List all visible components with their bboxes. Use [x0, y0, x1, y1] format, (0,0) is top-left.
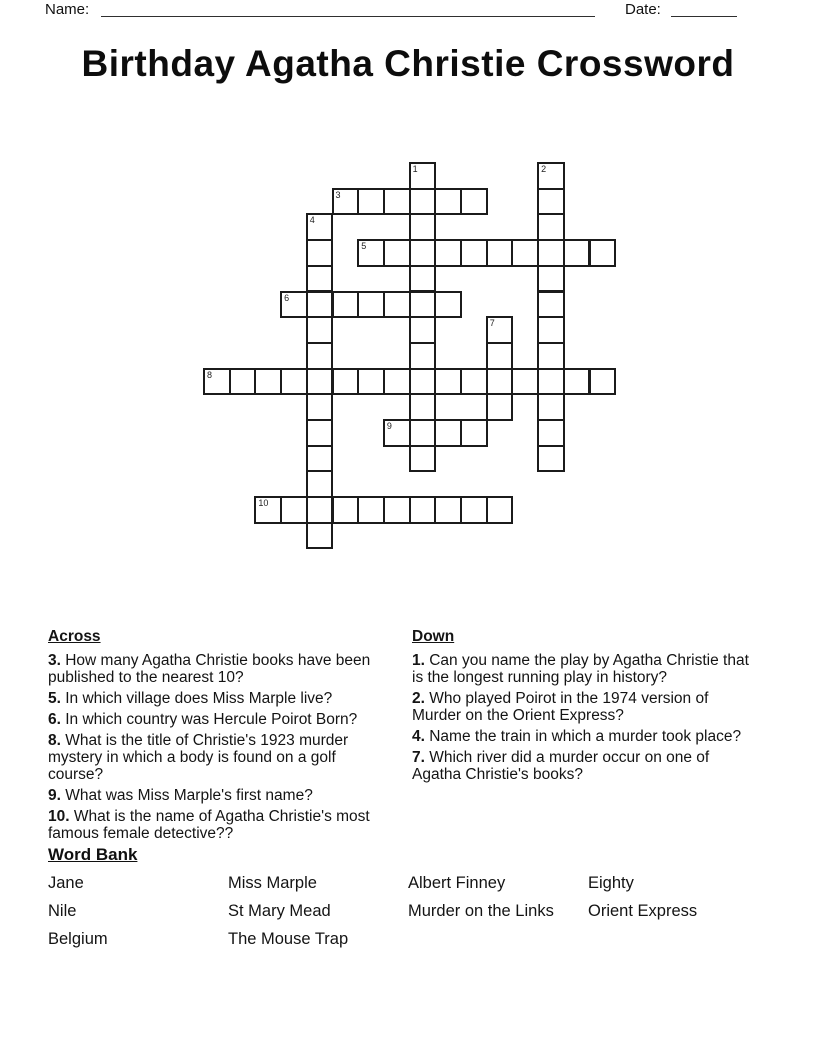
clue-item-number: 3. [48, 652, 66, 669]
crossword-cell[interactable] [434, 419, 462, 447]
crossword-cell[interactable] [486, 316, 514, 344]
clue-item-text: Name the train in which a murder took place? [429, 728, 742, 745]
clue-item-across-10 [48, 808, 393, 842]
down-heading: Down [412, 628, 455, 645]
crossword-cell[interactable] [434, 291, 462, 319]
clue-item-text: What was Miss Marple's first name? [65, 787, 313, 804]
crossword-cell[interactable] [486, 368, 514, 396]
crossword-cell[interactable] [306, 213, 334, 241]
crossword-cell[interactable] [332, 368, 360, 396]
word-bank-item: Belgium [48, 930, 108, 948]
crossword-cell[interactable] [537, 265, 565, 293]
word-bank-item: Jane [48, 874, 84, 892]
crossword-grid[interactable] [203, 162, 617, 550]
crossword-cell[interactable] [280, 368, 308, 396]
across-clue-list [48, 652, 393, 842]
across-heading: Across [48, 628, 101, 645]
page-title: Birthday Agatha Christie Crossword [81, 43, 735, 84]
clue-item-number: 8. [48, 732, 66, 749]
word-bank-item: The Mouse Trap [228, 930, 349, 948]
clue-item-number: 2. [412, 690, 430, 707]
crossword-cell[interactable] [383, 188, 411, 216]
crossword-cell[interactable] [254, 368, 282, 396]
crossword-cell[interactable] [589, 239, 617, 267]
name-label: Name: [45, 1, 90, 18]
word-bank-item: Miss Marple [228, 874, 317, 892]
word-bank-item: Albert Finney [408, 874, 506, 892]
clue-item-across-8 [48, 732, 393, 783]
crossword-cell[interactable] [563, 239, 591, 267]
clue-item-down-7 [412, 749, 752, 783]
clue-item-number: 9. [48, 787, 66, 804]
clue-number: 9 [386, 421, 392, 431]
crossword-cell[interactable] [537, 316, 565, 344]
crossword-cell[interactable] [383, 419, 411, 447]
clue-item-text: What is the title of Christie's 1923 murder mystery in which a body is found on a golf course? [48, 732, 349, 783]
name-fill-line[interactable] [101, 0, 595, 17]
crossword-cell[interactable] [434, 496, 462, 524]
crossword-cell[interactable] [306, 265, 334, 293]
crossword-cell[interactable] [409, 368, 437, 396]
crossword-cell[interactable] [537, 393, 565, 421]
crossword-cell[interactable] [383, 496, 411, 524]
clue-item-down-1 [412, 652, 752, 686]
crossword-cell[interactable] [511, 368, 539, 396]
crossword-cell[interactable] [229, 368, 257, 396]
crossword-cell[interactable] [537, 419, 565, 447]
crossword-cell[interactable] [409, 188, 437, 216]
crossword-cell[interactable] [332, 291, 360, 319]
clue-number: 1 [412, 164, 418, 174]
crossword-cell[interactable] [537, 368, 565, 396]
crossword-cell[interactable] [357, 496, 385, 524]
crossword-cell[interactable] [280, 496, 308, 524]
crossword-cell[interactable] [537, 188, 565, 216]
clue-item-text: In which village does Miss Marple live? [65, 690, 333, 707]
crossword-cell[interactable] [460, 188, 488, 216]
across-clues-section [48, 628, 393, 846]
crossword-cell[interactable] [460, 419, 488, 447]
clue-number: 4 [309, 215, 315, 226]
crossword-cell[interactable] [357, 291, 385, 319]
clue-item-number: 10. [48, 808, 74, 825]
clue-item-number: 7. [412, 749, 430, 766]
crossword-cell[interactable] [409, 445, 437, 473]
clue-item-text: How many Agatha Christie books have been published to the nearest 10? [48, 652, 371, 686]
crossword-cell[interactable] [409, 316, 437, 344]
crossword-cell[interactable] [537, 342, 565, 370]
clue-item-text: Who played Poirot in the 1974 version of Murder on the Orient Express? [412, 690, 709, 724]
crossword-cell[interactable] [486, 342, 514, 370]
crossword-cell[interactable] [563, 368, 591, 396]
crossword-cell[interactable] [434, 368, 462, 396]
crossword-cell[interactable] [306, 522, 334, 550]
crossword-cell[interactable] [409, 239, 437, 267]
crossword-cell[interactable] [332, 496, 360, 524]
crossword-cell[interactable] [537, 291, 565, 319]
word-bank-item: Murder on the Links [408, 902, 554, 920]
crossword-cell[interactable] [409, 342, 437, 370]
crossword-cell[interactable] [357, 239, 385, 267]
crossword-cell[interactable] [280, 291, 308, 319]
clue-item-text: Which river did a murder occur on one of Agatha Christie's books? [412, 749, 710, 783]
clue-number: 10 [258, 498, 269, 509]
clue-number: 2 [541, 164, 547, 174]
down-clue-list [412, 652, 752, 783]
crossword-cell[interactable] [203, 368, 231, 396]
clue-item-across-9 [48, 787, 393, 804]
crossword-cell[interactable] [306, 393, 334, 421]
clue-number: 6 [284, 292, 290, 303]
crossword-cell[interactable] [306, 342, 334, 370]
crossword-cell[interactable] [537, 162, 565, 190]
crossword-cell[interactable] [537, 213, 565, 241]
crossword-cell[interactable] [434, 239, 462, 267]
crossword-cell[interactable] [460, 368, 488, 396]
crossword-cell[interactable] [254, 496, 282, 524]
crossword-cell[interactable] [306, 239, 334, 267]
crossword-cell[interactable] [537, 445, 565, 473]
date-label: Date: [625, 1, 661, 18]
clue-number: 8 [207, 369, 213, 380]
crossword-cell[interactable] [306, 316, 334, 344]
crossword-cell[interactable] [306, 496, 334, 524]
crossword-cell[interactable] [383, 291, 411, 319]
crossword-cell[interactable] [589, 368, 617, 396]
date-fill-line[interactable] [671, 0, 737, 17]
crossword-cell[interactable] [306, 368, 334, 396]
crossword-cell[interactable] [306, 291, 334, 319]
crossword-cell[interactable] [537, 239, 565, 267]
clue-item-across-3 [48, 652, 393, 686]
crossword-cell[interactable] [460, 496, 488, 524]
clue-item-down-4 [412, 728, 752, 745]
crossword-cell[interactable] [486, 393, 514, 421]
clue-number: 7 [489, 318, 495, 329]
crossword-cell[interactable] [409, 291, 437, 319]
crossword-cell[interactable] [511, 239, 539, 267]
crossword-cell[interactable] [357, 188, 385, 216]
word-bank-item: Orient Express [588, 902, 698, 920]
clue-item-across-6 [48, 711, 393, 728]
crossword-cell[interactable] [383, 368, 411, 396]
crossword-cell[interactable] [306, 470, 334, 498]
down-clues-section [412, 628, 752, 787]
word-bank-heading: Word Bank [48, 845, 138, 864]
clue-item-text: Can you name the play by Agatha Christie that is the longest running play in history? [412, 652, 749, 686]
word-bank [48, 874, 772, 948]
clue-item-number: 5. [48, 690, 66, 707]
crossword-cell[interactable] [409, 496, 437, 524]
crossword-cell[interactable] [434, 188, 462, 216]
crossword-cell[interactable] [409, 419, 437, 447]
crossword-cell[interactable] [306, 445, 334, 473]
clue-number: 5 [361, 241, 367, 252]
crossword-cell[interactable] [409, 162, 437, 190]
word-bank-item: Nile [48, 902, 77, 920]
crossword-cell[interactable] [409, 213, 437, 241]
clue-item-number: 1. [412, 652, 430, 669]
clue-item-number: 4. [412, 728, 430, 745]
word-bank-item: Eighty [588, 874, 634, 892]
crossword-cell[interactable] [409, 265, 437, 293]
clue-item-down-2 [412, 690, 752, 724]
clue-item-text: What is the name of Agatha Christie's most famous female detective?? [48, 808, 370, 842]
clue-item-across-5 [48, 690, 393, 707]
crossword-cell[interactable] [306, 419, 334, 447]
crossword-cell[interactable] [486, 496, 514, 524]
word-bank-item: St Mary Mead [228, 902, 331, 920]
crossword-cell[interactable] [460, 239, 488, 267]
clue-item-number: 6. [48, 711, 66, 728]
crossword-cell[interactable] [486, 239, 514, 267]
crossword-cell[interactable] [383, 239, 411, 267]
clue-number: 3 [335, 189, 341, 200]
crossword-cell[interactable] [332, 188, 360, 216]
clue-item-text: In which country was Hercule Poirot Born? [65, 711, 358, 728]
crossword-cell[interactable] [357, 368, 385, 396]
crossword-cell[interactable] [409, 393, 437, 421]
